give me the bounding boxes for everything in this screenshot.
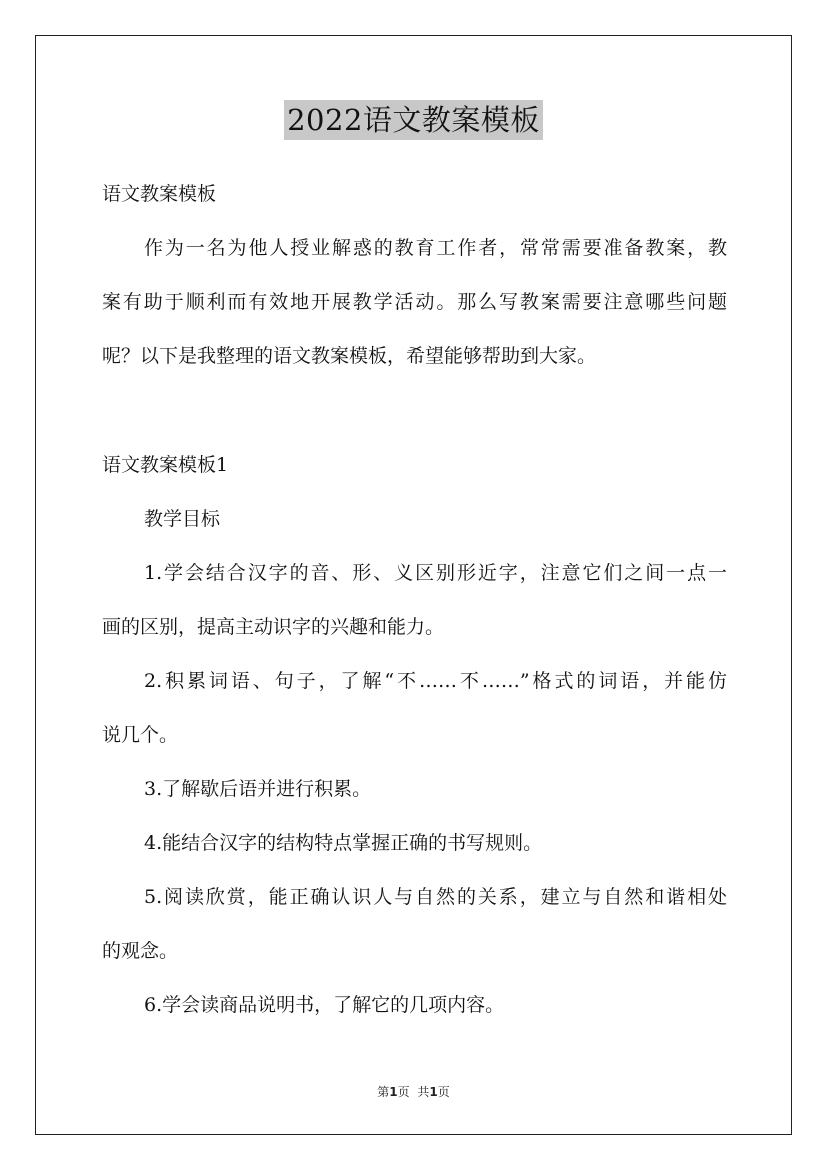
goal-line: 6.学会读商品说明书，了解它的几项内容。: [144, 994, 505, 1016]
total-suffix: 页: [437, 1085, 450, 1099]
goal-line: 4.能结合汉字的结构特点掌握正确的书写规则。: [144, 832, 543, 854]
intro-line: 案有助于顺利而有效地开展教学活动。那么写教案需要注意哪些问题: [102, 291, 727, 313]
goal-line: 5.阅读欣赏，能正确认识人与自然的关系，建立与自然和谐相处: [144, 886, 727, 908]
page-footer: [0, 1083, 827, 1101]
goal-line: 画的区别，提高主动识字的兴趣和能力。: [102, 616, 445, 638]
subheading-teaching-goals: 教学目标: [144, 508, 221, 530]
page-prefix: 第: [377, 1085, 390, 1099]
total-prefix: 共: [417, 1085, 430, 1099]
page-suffix: 页: [397, 1085, 410, 1099]
section-heading: 语文教案模板: [102, 183, 217, 205]
page-number: 1: [389, 1085, 398, 1099]
document-title: 2022语文教案模板: [284, 100, 543, 140]
intro-line: 呢？以下是我整理的语文教案模板，希望能够帮助到大家。: [102, 345, 597, 367]
template-heading: 语文教案模板1: [102, 454, 229, 476]
title-container: [0, 100, 827, 140]
goal-line: 3.了解歇后语并进行积累。: [144, 778, 372, 800]
goal-line: 说几个。: [102, 724, 179, 746]
goal-line: 2.积累词语、句子，了解“不……不……”格式的词语，并能仿: [144, 670, 727, 692]
goal-line: 的观念。: [102, 940, 179, 962]
intro-line: 作为一名为他人授业解惑的教育工作者，常常需要准备教案，教: [144, 237, 727, 259]
goal-line: 1.学会结合汉字的音、形、义区别形近字，注意它们之间一点一: [144, 562, 727, 584]
total-pages: 1: [429, 1085, 438, 1099]
